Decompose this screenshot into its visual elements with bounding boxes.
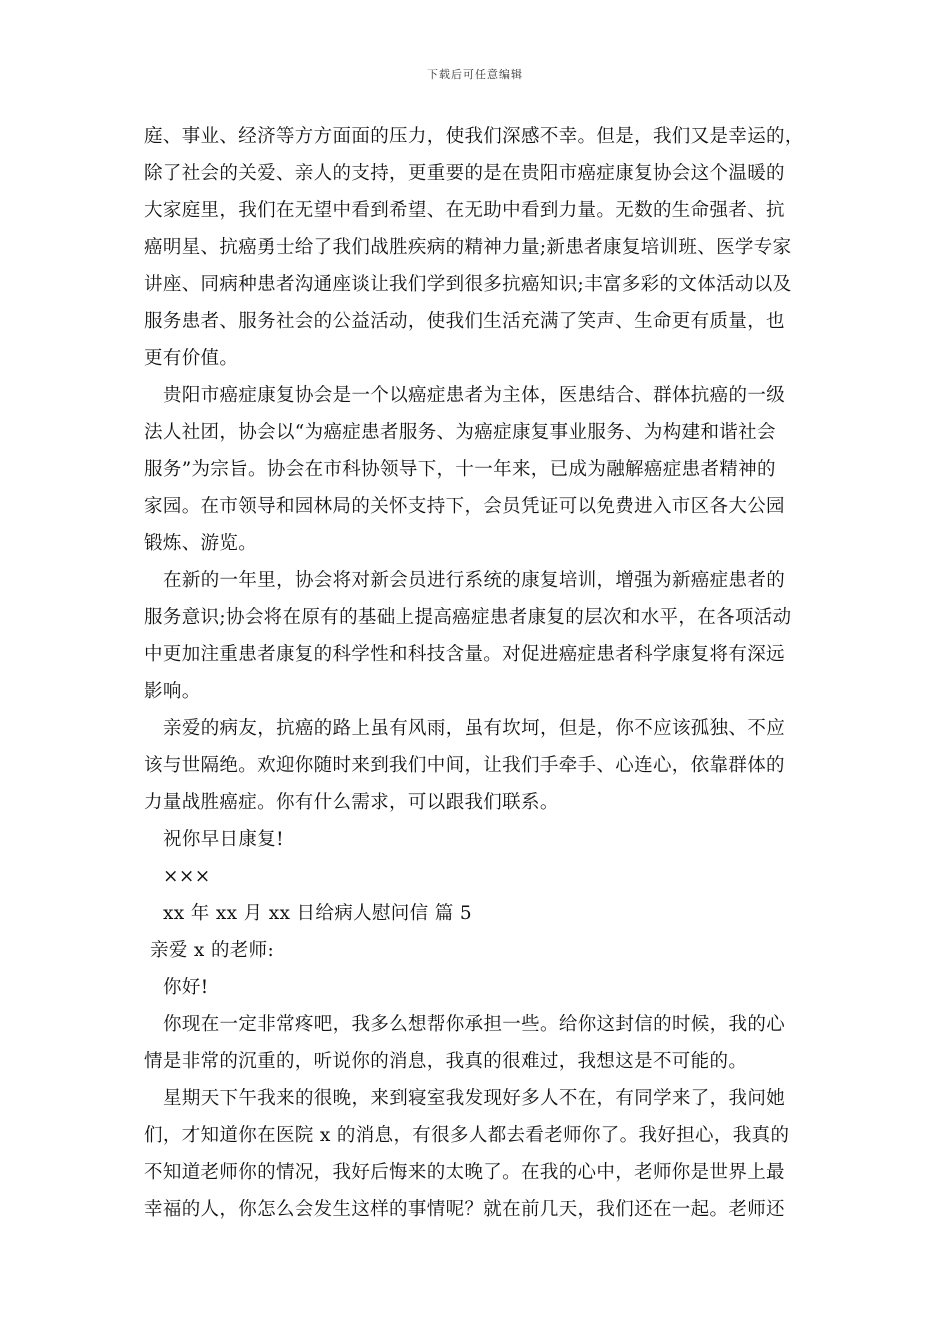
text-line: 们，才知道你在医院 x 的消息，有很多人都去看老师你了。我好担心，我真的	[144, 1125, 790, 1146]
document-body	[144, 118, 810, 1228]
text-line: 大家庭里，我们在无望中看到希望、在无助中看到力量。无数的生命强者、抗	[144, 200, 785, 221]
text-line: 力量战胜癌症。你有什么需求，可以跟我们联系。	[144, 792, 559, 813]
text-line: 除了社会的关爱、亲人的支持，更重要的是在贵阳市癌症康复协会这个温暖的	[144, 163, 785, 184]
text-line: ×××	[163, 866, 211, 887]
text-line: 更有价值。	[144, 348, 239, 369]
header-note: 下载后可任意编辑	[427, 68, 523, 81]
text-line: 服务”为宗旨。协会在市科协领导下，十一年来，已成为融解癌症患者精神的	[144, 459, 776, 480]
text-line: 中更加注重患者康复的科学性和科技含量。对促进癌症患者科学康复将有深远	[144, 644, 785, 665]
text-line: 不知道老师你的情况，我好后悔来的太晚了。在我的心中，老师你是世界上最	[144, 1162, 785, 1183]
text-line: 该与世隔绝。欢迎你随时来到我们中间，让我们手牵手、心连心，依靠群体的	[144, 755, 785, 776]
text-line: 法人社团，协会以“为癌症患者服务、为癌症康复事业服务、为构建和谐社会	[144, 422, 776, 443]
text-line: 锻炼、游览。	[144, 533, 258, 554]
text-line: 影响。	[144, 681, 201, 702]
text-line: 星期天下午我来的很晚，来到寝室我发现好多人不在，有同学来了，我问她	[163, 1088, 786, 1109]
text-line: 贵阳市癌症康复协会是一个以癌症患者为主体，医患结合、群体抗癌的一级	[163, 385, 786, 406]
text-line: 你现在一定非常疼吧，我多么想帮你承担一些。给你这封信的时候，我的心	[163, 1014, 786, 1035]
text-line: 讲座、同病种患者沟通座谈让我们学到很多抗癌知识;丰富多彩的文体活动以及	[144, 274, 792, 295]
text-line: 家园。在市领导和园林局的关怀支持下，会员凭证可以免费进入市区各大公园	[144, 496, 785, 517]
text-line: 情是非常的沉重的，听说你的消息，我真的很难过，我想这是不可能的。	[144, 1051, 748, 1072]
text-line: 祝你早日康复!	[163, 829, 284, 850]
text-line: 亲爱的病友，抗癌的路上虽有风雨，虽有坎坷，但是，你不应该孤独、不应	[163, 718, 786, 739]
text-line: 你好!	[163, 977, 209, 998]
text-line: 幸福的人，你怎么会发生这样的事情呢？就在前几天，我们还在一起。老师还	[144, 1199, 785, 1220]
text-line: 癌明星、抗癌勇士给了我们战胜疾病的精神力量;新患者康复培训班、医学专家	[144, 237, 792, 258]
text-line: 服务患者、服务社会的公益活动，使我们生活充满了笑声、生命更有质量，也	[144, 311, 785, 332]
text-line: xx 年 xx 月 xx 日给病人慰问信 篇 5	[163, 903, 472, 924]
text-line: 在新的一年里，协会将对新会员进行系统的康复培训，增强为新癌症患者的	[163, 570, 786, 591]
text-line: 服务意识;协会将在原有的基础上提高癌症患者康复的层次和水平，在各项活动	[144, 607, 792, 628]
text-line: 亲爱 x 的老师:	[150, 940, 275, 961]
text-line: 庭、事业、经济等方方面面的压力，使我们深感不幸。但是，我们又是幸运的，	[144, 126, 804, 147]
